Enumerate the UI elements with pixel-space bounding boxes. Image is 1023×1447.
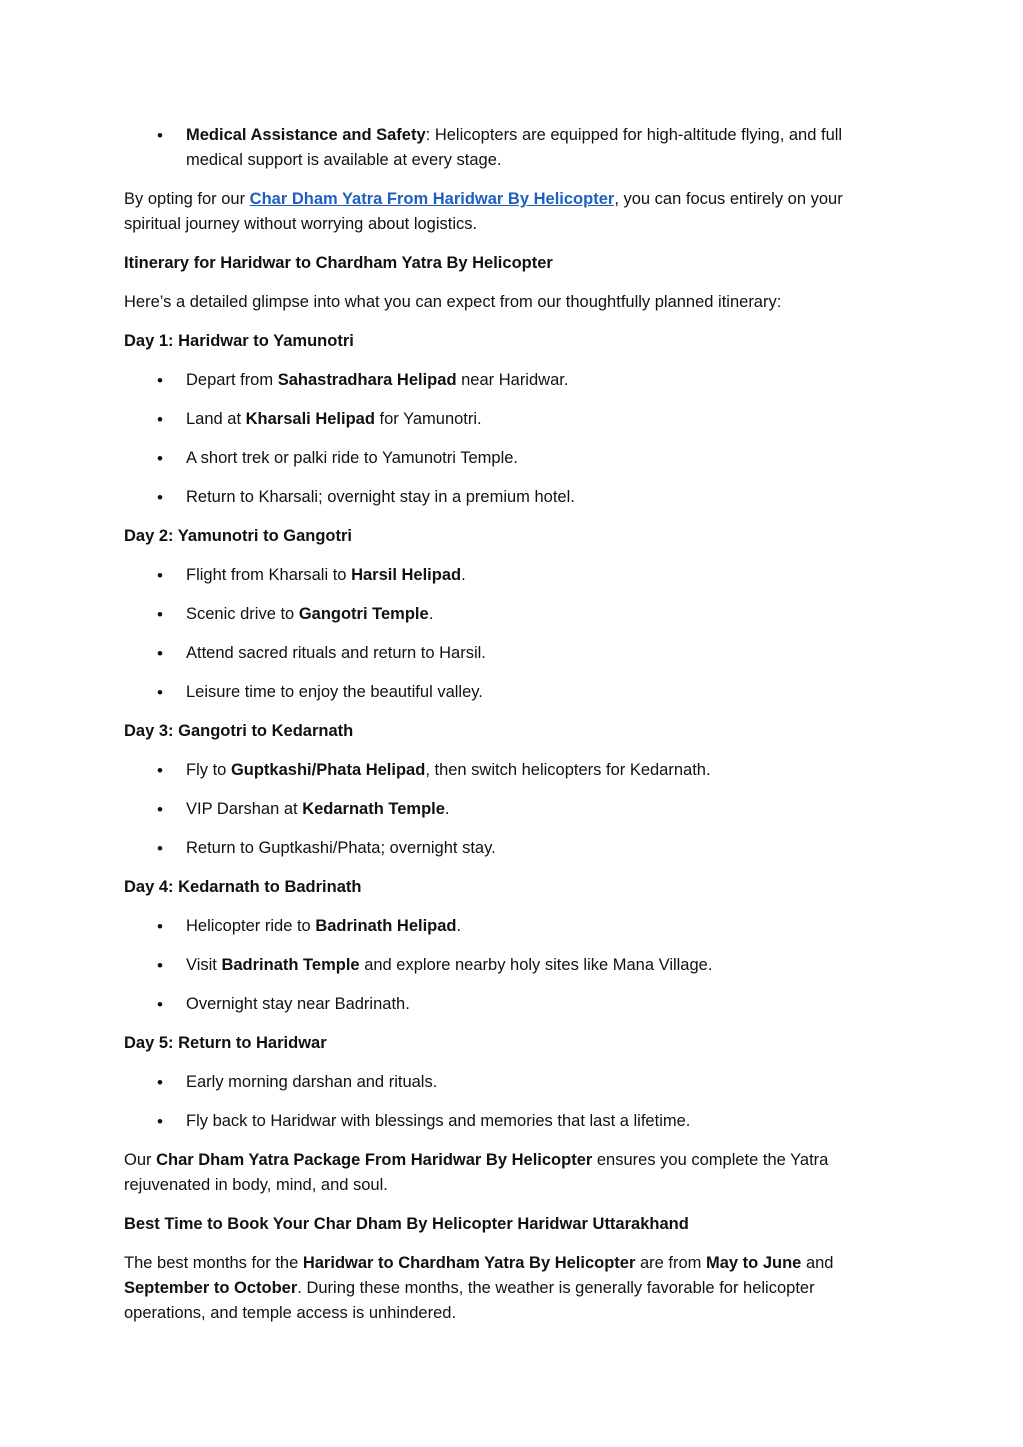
item-post: and explore nearby holy sites like Mana Village. <box>359 956 713 974</box>
best-time-bold-2: May to June <box>706 1254 802 1272</box>
item-pre: Overnight stay near Badrinath. <box>186 995 410 1013</box>
item-pre: Depart from <box>186 371 278 389</box>
item-bold: Kedarnath Temple <box>302 800 445 818</box>
list-item <box>124 641 884 666</box>
list-item <box>124 797 884 822</box>
day-heading: Day 4: Kedarnath to Badrinath <box>124 878 362 896</box>
item-pre: A short trek or palki ride to Yamunotri Temple. <box>186 449 518 467</box>
item-bold: Sahastradhara Helipad <box>277 371 457 389</box>
list-item <box>124 914 884 939</box>
item-post: . <box>428 605 434 623</box>
item-pre: Scenic drive to <box>186 605 299 623</box>
item-post: . <box>456 917 462 935</box>
package-post: ensures you complete the Yatra rejuvenated in body, mind, and soul. <box>124 1151 829 1194</box>
list-item <box>124 446 884 471</box>
list-item <box>124 836 884 861</box>
item-post: , then switch helicopters for Kedarnath. <box>425 761 711 779</box>
item-pre: Helicopter ride to <box>186 917 316 935</box>
item-pre: Land at <box>186 410 246 428</box>
item-bold: Guptkashi/Phata Helipad <box>230 761 426 779</box>
item-bold: Badrinath Temple <box>221 956 360 974</box>
itinerary-heading: Itinerary for Haridwar to Chardham Yatra By Helicopter <box>124 254 553 272</box>
item-post: . <box>444 800 450 818</box>
list-item <box>124 123 884 173</box>
list-item <box>124 1070 884 1095</box>
item-pre: VIP Darshan at <box>186 800 303 818</box>
best-time-paragraph <box>124 1251 884 1326</box>
item-pre: Early morning darshan and rituals. <box>186 1073 438 1091</box>
best-time-text-4: . During these months, the weather is generally favorable for helicopter operations, and temple access is unhindered. <box>124 1279 815 1322</box>
package-bold: Char Dham Yatra Package From Haridwar By Helicopter <box>156 1151 593 1169</box>
itinerary-days <box>124 329 884 1134</box>
list-item <box>124 602 884 627</box>
item-bold: Medical Assistance and Safety <box>186 126 426 144</box>
list-item <box>124 563 884 588</box>
intro-paragraph <box>124 187 884 237</box>
top-bullet-list <box>124 123 884 173</box>
item-pre: Fly to <box>186 761 231 779</box>
best-time-text-3: and <box>801 1254 834 1272</box>
day-bullet-list <box>124 368 884 510</box>
item-pre: Return to Guptkashi/Phata; overnight stay. <box>186 839 496 857</box>
day-heading: Day 2: Yamunotri to Gangotri <box>124 527 352 545</box>
item-post: near Haridwar. <box>456 371 569 389</box>
best-time-bold-3: September to October <box>124 1279 298 1297</box>
day-heading: Day 3: Gangotri to Kedarnath <box>124 722 354 740</box>
day-heading: Day 1: Haridwar to Yamunotri <box>124 332 354 350</box>
list-item <box>124 953 884 978</box>
item-pre: Attend sacred rituals and return to Harsil. <box>186 644 486 662</box>
char-dham-yatra-link[interactable]: Char Dham Yatra From Haridwar By Helicopter <box>249 190 615 208</box>
list-item <box>124 485 884 510</box>
item-post: for Yamunotri. <box>374 410 482 428</box>
best-time-text-2: are from <box>635 1254 706 1272</box>
intro-before: By opting for our <box>124 190 250 208</box>
item-text: : Helicopters are equipped for high-altitude flying, and full medical support is available at every stage. <box>186 126 843 169</box>
item-bold: Kharsali Helipad <box>245 410 375 428</box>
list-item <box>124 992 884 1017</box>
best-time-heading: Best Time to Book Your Char Dham By Helicopter Haridwar Uttarakhand <box>124 1215 689 1233</box>
document-content <box>124 123 884 1340</box>
item-pre: Leisure time to enjoy the beautiful valley. <box>186 683 483 701</box>
item-pre: Return to Kharsali; overnight stay in a premium hotel. <box>186 488 575 506</box>
item-bold: Badrinath Helipad <box>315 917 457 935</box>
item-pre: Flight from Kharsali to <box>186 566 352 584</box>
item-pre: Fly back to Haridwar with blessings and memories that last a lifetime. <box>186 1112 691 1130</box>
package-paragraph <box>124 1148 884 1198</box>
intro-after: , you can focus entirely on your spiritual journey without worrying about logistics. <box>124 190 843 233</box>
day-bullet-list <box>124 1070 884 1134</box>
list-item <box>124 758 884 783</box>
item-post: . <box>461 566 466 584</box>
list-item <box>124 1109 884 1134</box>
day-bullet-list <box>124 758 884 861</box>
item-bold: Harsil Helipad <box>351 566 462 584</box>
day-bullet-list <box>124 563 884 705</box>
day-heading: Day 5: Return to Haridwar <box>124 1034 327 1052</box>
item-pre: Visit <box>186 956 222 974</box>
itinerary-intro: Here’s a detailed glimpse into what you can expect from our thoughtfully planned itinerary: <box>124 293 782 311</box>
best-time-text-1: The best months for the <box>124 1254 303 1272</box>
day-bullet-list <box>124 914 884 1017</box>
list-item <box>124 368 884 393</box>
best-time-bold-1: Haridwar to Chardham Yatra By Helicopter <box>302 1254 636 1272</box>
item-bold: Gangotri Temple <box>298 605 429 623</box>
list-item <box>124 407 884 432</box>
list-item <box>124 680 884 705</box>
package-pre: Our <box>124 1151 157 1169</box>
